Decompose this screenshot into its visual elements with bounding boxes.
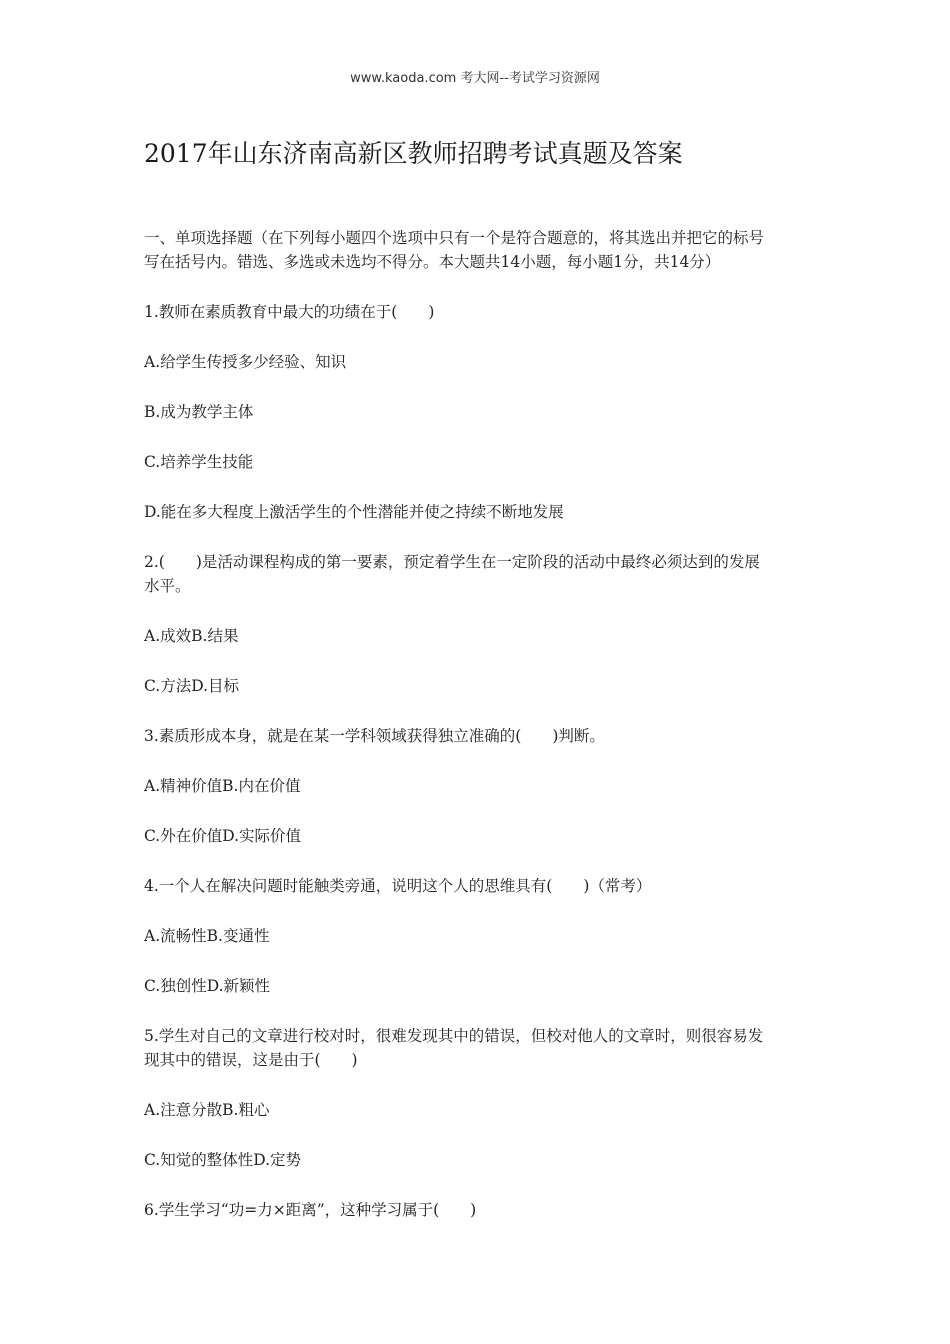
answer-option xyxy=(144,924,812,948)
answer-option xyxy=(144,1148,812,1172)
question-stem xyxy=(144,550,812,598)
answer-option-text: C.外在价值D.实际价值 xyxy=(144,827,302,845)
answer-option xyxy=(144,624,812,648)
question-stem-line: 1.教师在素质教育中最大的功绩在于( ) xyxy=(144,303,435,321)
question-stem-line: 3.素质形成本身，就是在某一学科领域获得独立准确的( )判断。 xyxy=(144,727,605,745)
answer-option xyxy=(144,974,812,998)
section-heading xyxy=(144,226,812,274)
page-header: www.kaoda.com 考大网--考试学习资源网 xyxy=(350,71,600,86)
answer-option-text: C.培养学生技能 xyxy=(144,453,254,471)
question-stem-line: 5.学生对自己的文章进行校对时，很难发现其中的错误，但校对他人的文章时，则很容易发 xyxy=(144,1027,764,1045)
answer-option xyxy=(144,824,812,848)
question-stem xyxy=(144,1024,812,1072)
answer-option-text: D.能在多大程度上激活学生的个性潜能并使之持续不断地发展 xyxy=(144,503,564,521)
answer-option-text: A.精神价值B.内在价值 xyxy=(144,777,301,795)
answer-option-text: A.给学生传授多少经验、知识 xyxy=(144,353,347,371)
section-heading-line: 写在括号内。错选、多选或未选均不得分。本大题共14小题，每小题1分，共14分） xyxy=(144,253,721,271)
answer-option xyxy=(144,500,812,524)
answer-option-text: B.成为教学主体 xyxy=(144,403,254,421)
answer-option-text: A.流畅性B.变通性 xyxy=(144,927,270,945)
question-stem xyxy=(144,874,812,898)
document-title: 2017年山东济南高新区教师招聘考试真题及答案 xyxy=(144,139,683,168)
answer-option-text: A.成效B.结果 xyxy=(144,627,239,645)
question-stem-line: 水平。 xyxy=(144,577,191,595)
question-stem xyxy=(144,724,812,748)
answer-option xyxy=(144,400,812,424)
answer-option xyxy=(144,350,812,374)
question-stem xyxy=(144,1198,812,1222)
answer-option-text: A.注意分散B.粗心 xyxy=(144,1101,270,1119)
answer-option xyxy=(144,674,812,698)
question-stem-line: 4.一个人在解决问题时能触类旁通，说明这个人的思维具有( )（常考） xyxy=(144,877,652,895)
question-stem-line: 6.学生学习“功=力×距离”，这种学习属于( ) xyxy=(144,1201,477,1219)
answer-option-text: C.方法D.目标 xyxy=(144,677,240,695)
question-stem xyxy=(144,300,812,324)
section-heading-line: 一、单项选择题（在下列每小题四个选项中只有一个是符合题意的，将其选出并把它的标号 xyxy=(144,229,765,247)
answer-option xyxy=(144,450,812,474)
answer-option-text: C.独创性D.新颖性 xyxy=(144,977,271,995)
question-stem-line: 现其中的错误，这是由于( ) xyxy=(144,1051,358,1069)
answer-option xyxy=(144,774,812,798)
answer-option-text: C.知觉的整体性D.定势 xyxy=(144,1151,302,1169)
question-stem-line: 2.( )是活动课程构成的第一要素，预定着学生在一定阶段的活动中最终必须达到的发展 xyxy=(144,553,760,571)
document-body xyxy=(144,226,812,1248)
answer-option xyxy=(144,1098,812,1122)
